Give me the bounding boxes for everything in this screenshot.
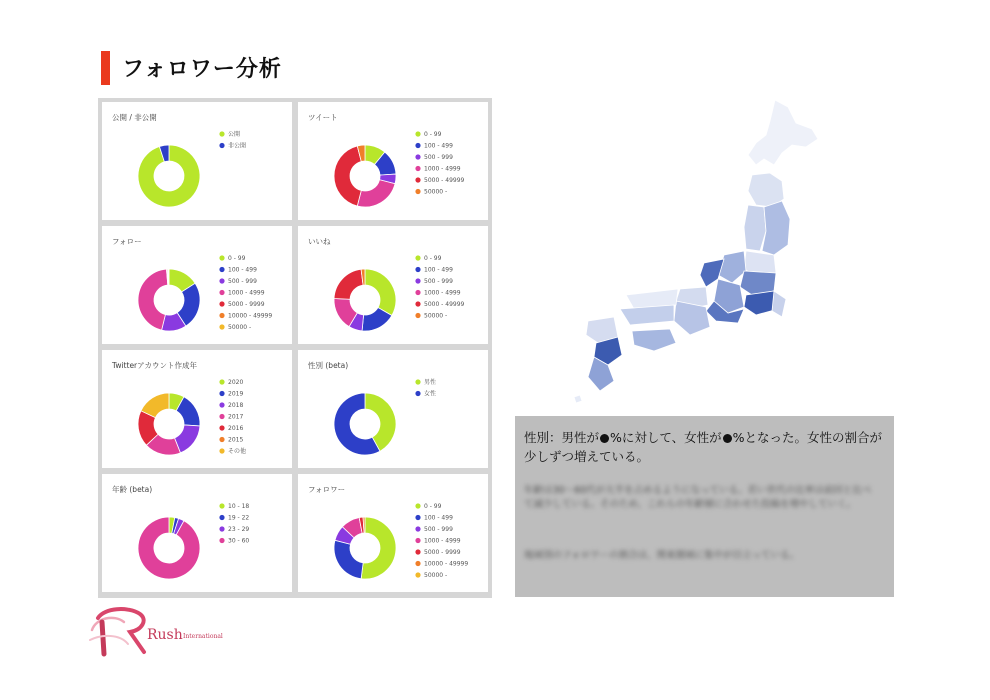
legend-swatch <box>415 313 420 318</box>
redacted-dot-icon <box>723 434 732 443</box>
legend-label: 10000 - 49999 <box>228 312 273 320</box>
chart-card <box>298 226 488 344</box>
page-title: フォロワー分析 <box>122 57 282 82</box>
legend-label: その他 <box>228 448 247 456</box>
summary-heading <box>524 428 886 466</box>
legend-swatch <box>415 379 420 384</box>
map-region-chiba <box>772 291 786 317</box>
legend-label: 1000 - 4999 <box>424 537 461 545</box>
legend-label: 5000 - 9999 <box>228 301 265 309</box>
chart-card <box>298 350 488 468</box>
pie-slice <box>334 540 363 578</box>
map-region-hokkaido <box>748 100 818 165</box>
legend-swatch <box>415 166 420 171</box>
legend-swatch <box>219 324 224 329</box>
legend-label: 50000 - <box>424 312 448 320</box>
legend-label: 2016 <box>228 425 244 433</box>
legend-label: 1000 - 4999 <box>228 289 265 297</box>
legend-label: 500 - 999 <box>228 278 257 286</box>
legend-label: 500 - 999 <box>424 154 453 162</box>
legend-swatch <box>415 143 420 148</box>
legend-swatch <box>415 267 420 272</box>
legend-swatch <box>219 379 224 384</box>
donut-chart <box>298 350 488 468</box>
legend-swatch <box>219 503 224 508</box>
legend-swatch <box>219 131 224 136</box>
legend-label: 2017 <box>228 413 244 421</box>
legend-label: 2018 <box>228 402 244 410</box>
legend-swatch <box>415 391 420 396</box>
map-region-shikoku <box>632 329 676 351</box>
legend-swatch <box>415 572 420 577</box>
legend-swatch <box>219 526 224 531</box>
legend-label: 19 - 22 <box>228 514 250 522</box>
legend-label: 女性 <box>424 390 437 398</box>
legend-swatch <box>415 189 420 194</box>
chart-card <box>102 474 292 592</box>
legend-label: 0 - 99 <box>424 503 442 511</box>
chart-card <box>102 350 292 468</box>
legend-swatch <box>219 301 224 306</box>
pie-slice <box>168 269 169 285</box>
chart-card <box>298 474 488 592</box>
legend-label: 男性 <box>424 379 437 387</box>
legend-label: 5000 - 49999 <box>424 301 465 309</box>
legend-label: 5000 - 49999 <box>424 177 465 185</box>
legend-label: 23 - 29 <box>228 526 250 534</box>
legend-swatch <box>415 290 420 295</box>
heading-part-3: %となった。女性の割合が少しずつ増えている。 <box>524 430 883 464</box>
map-region-tohoku-west <box>744 205 766 251</box>
map-region-kansai-south <box>674 301 710 335</box>
legend-label: 1000 - 4999 <box>424 289 461 297</box>
legend-label: 500 - 999 <box>424 526 453 534</box>
legend-label: 50000 - <box>228 324 252 332</box>
legend-label: 1000 - 4999 <box>424 165 461 173</box>
legend-label: 非公開 <box>228 142 247 150</box>
logo-subtitle: International <box>183 633 223 640</box>
chart-title: 公開 / 非公開 <box>112 113 157 122</box>
donut-chart <box>102 226 292 344</box>
legend-swatch <box>219 414 224 419</box>
legend-swatch <box>219 538 224 543</box>
legend-swatch <box>219 278 224 283</box>
legend-label: 50000 - <box>424 572 448 580</box>
legend-swatch <box>415 154 420 159</box>
legend-swatch <box>415 526 420 531</box>
legend-label: 100 - 499 <box>424 266 453 274</box>
legend-swatch <box>415 515 420 520</box>
chart-card <box>102 102 292 220</box>
charts-grid <box>98 98 492 598</box>
chart-card <box>298 102 488 220</box>
legend-label: 2019 <box>228 390 244 398</box>
chart-title: いいね <box>308 237 331 246</box>
title-accent-bar <box>101 51 110 85</box>
legend-label: 10 - 18 <box>228 503 250 511</box>
pie-slice <box>361 517 396 579</box>
pie-slice <box>334 146 361 206</box>
legend-swatch <box>415 503 420 508</box>
chart-title: 性別 (beta) <box>308 361 349 370</box>
legend-swatch <box>415 301 420 306</box>
legend-label: 5000 - 9999 <box>424 549 461 557</box>
legend-swatch <box>219 515 224 520</box>
chart-title: ツイート <box>308 113 338 122</box>
heading-part-1: 性別：男性が <box>524 430 600 445</box>
legend-label: 10000 - 49999 <box>424 560 469 568</box>
pie-slice <box>138 269 168 330</box>
blurred-paragraph: 年齢は30〜60代が大半を占めるようになっている。若い世代の比率は前回と比べて減少している。そのため、これらの年齢層に合わせた投稿を増やしていく。 <box>524 485 872 510</box>
chart-card <box>102 226 292 344</box>
donut-chart <box>298 474 488 592</box>
donut-chart <box>102 350 292 468</box>
chart-title: フォロー <box>112 237 142 246</box>
pie-slice <box>138 517 200 579</box>
logo-wordmark: Rush <box>147 627 183 643</box>
legend-swatch <box>219 313 224 318</box>
legend-label: 0 - 99 <box>424 131 442 139</box>
redacted-dot-icon <box>600 434 609 443</box>
legend-label: 30 - 60 <box>228 537 250 545</box>
legend-swatch <box>415 549 420 554</box>
legend-swatch <box>219 267 224 272</box>
map-region-okinawa <box>574 395 582 403</box>
japan-prefecture-map <box>560 95 820 405</box>
summary-text-box <box>515 416 894 597</box>
donut-chart <box>102 102 292 220</box>
donut-chart <box>298 226 488 344</box>
legend-swatch <box>415 131 420 136</box>
legend-swatch <box>219 391 224 396</box>
legend-label: 500 - 999 <box>424 278 453 286</box>
legend-label: 0 - 99 <box>228 255 246 263</box>
legend-swatch <box>219 290 224 295</box>
legend-swatch <box>415 538 420 543</box>
heading-part-2: %に対して、女性が <box>610 430 722 445</box>
pie-slice <box>334 269 363 299</box>
legend-swatch <box>219 425 224 430</box>
legend-swatch <box>415 177 420 182</box>
legend-swatch <box>219 255 224 260</box>
legend-label: 0 - 99 <box>424 255 442 263</box>
legend-swatch <box>415 278 420 283</box>
legend-swatch <box>415 561 420 566</box>
legend-label: 2015 <box>228 436 244 444</box>
legend-swatch <box>219 143 224 148</box>
legend-swatch <box>219 448 224 453</box>
legend-swatch <box>219 437 224 442</box>
donut-chart <box>298 102 488 220</box>
legend-swatch <box>415 255 420 260</box>
legend-label: 100 - 499 <box>424 514 453 522</box>
chart-title: Twitterアカウント作成年 <box>112 361 198 370</box>
pie-slice <box>357 180 395 207</box>
legend-label: 50000 - <box>424 188 448 196</box>
map-region-chugoku-south <box>620 305 674 325</box>
chart-title: 年齢 (beta) <box>112 485 153 494</box>
legend-swatch <box>219 402 224 407</box>
donut-chart <box>102 474 292 592</box>
legend-label: 100 - 499 <box>424 142 453 150</box>
legend-label: 2020 <box>228 379 244 387</box>
blurred-paragraph: 地域別のフォロワーの割合は、関東圏域に集中が目立っている。 <box>524 550 800 561</box>
legend-label: 100 - 499 <box>228 266 257 274</box>
chart-title: フォロワー <box>308 485 346 494</box>
legend-label: 公開 <box>228 131 241 139</box>
map-region-tohoku-east <box>762 201 790 255</box>
